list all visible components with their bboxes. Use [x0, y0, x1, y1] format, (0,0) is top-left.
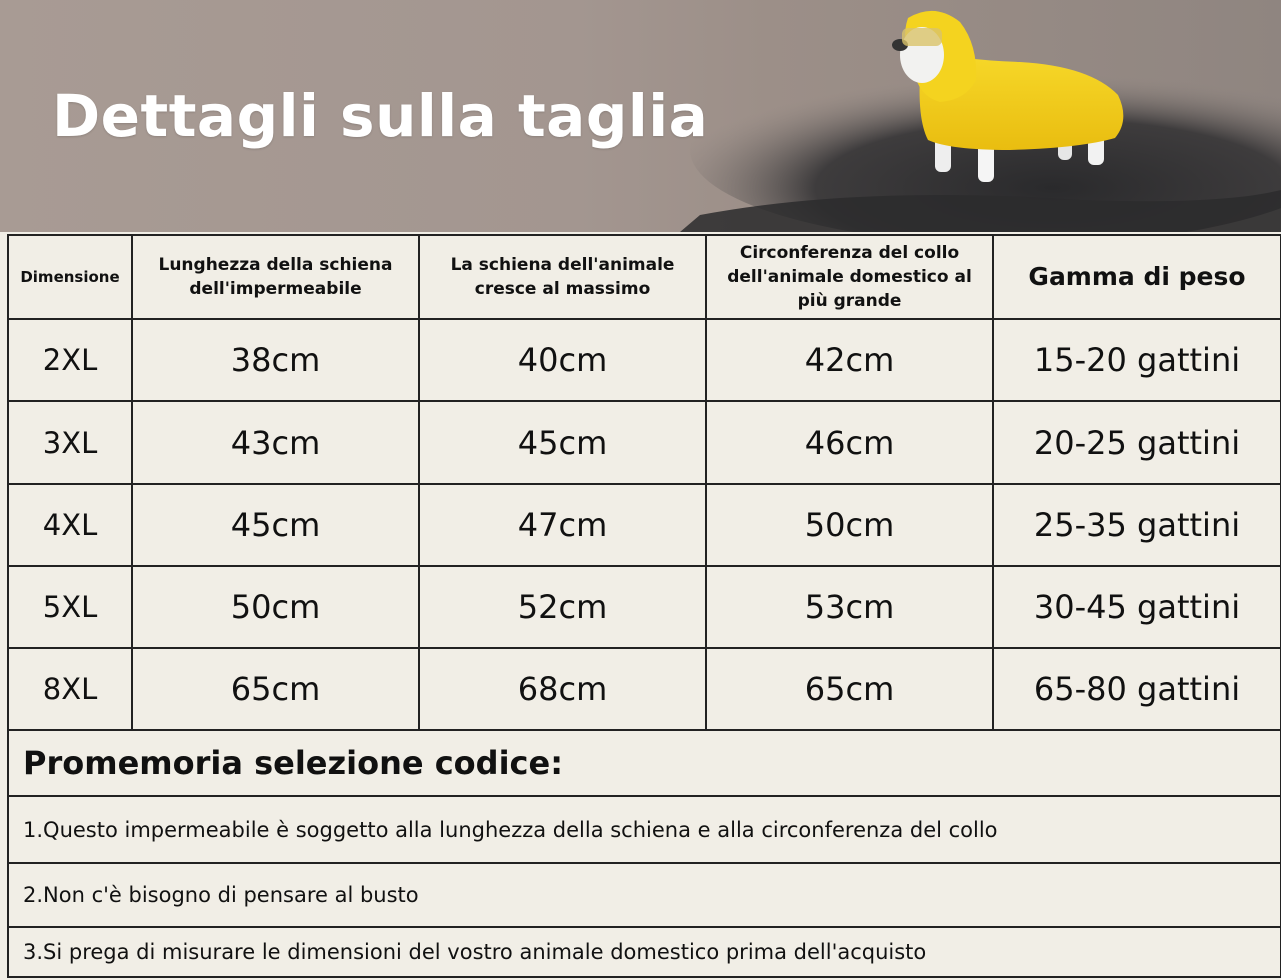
- cell-raincoat-back-length: 43cm: [132, 401, 419, 483]
- dog-raincoat-photo: [660, 0, 1281, 232]
- cell-pet-back-max: 47cm: [419, 484, 706, 566]
- table-row: [8, 484, 1281, 566]
- reminder-note-row: [8, 863, 1281, 927]
- reminder-note: 3.Si prega di misurare le dimensioni del vostro animale domestico prima dell'acquisto: [8, 927, 1281, 977]
- cell-neck-circumference: 46cm: [706, 401, 993, 483]
- cell-weight-range: 30-45 gattini: [993, 566, 1281, 648]
- table-row: [8, 648, 1281, 730]
- reminder-note-row: [8, 796, 1281, 862]
- cell-neck-circumference: 53cm: [706, 566, 993, 648]
- cell-size: 2XL: [8, 319, 132, 401]
- table-row: [8, 566, 1281, 648]
- cell-raincoat-back-length: 45cm: [132, 484, 419, 566]
- header-neck-circumference: Circonferenza del collo dell'animale domestico al più grande: [706, 235, 993, 319]
- table-row: [8, 319, 1281, 401]
- header-size: Dimensione: [8, 235, 132, 319]
- table-row: [8, 401, 1281, 483]
- cell-raincoat-back-length: 38cm: [132, 319, 419, 401]
- header-banner: [0, 0, 1281, 232]
- cell-pet-back-max: 40cm: [419, 319, 706, 401]
- cell-pet-back-max: 45cm: [419, 401, 706, 483]
- header-raincoat-back-length: Lunghezza della schiena dell'impermeabile: [132, 235, 419, 319]
- cell-size: 3XL: [8, 401, 132, 483]
- reminder-title: Promemoria selezione codice:: [8, 730, 1281, 796]
- cell-weight-range: 25-35 gattini: [993, 484, 1281, 566]
- cell-raincoat-back-length: 50cm: [132, 566, 419, 648]
- reminder-note: 1.Questo impermeabile è soggetto alla lunghezza della schiena e alla circonferenza del collo: [8, 796, 1281, 862]
- reminder-note-row: [8, 927, 1281, 977]
- page-title: Dettagli sulla taglia: [52, 82, 709, 150]
- cell-weight-range: 65-80 gattini: [993, 648, 1281, 730]
- cell-weight-range: 20-25 gattini: [993, 401, 1281, 483]
- cell-raincoat-back-length: 65cm: [132, 648, 419, 730]
- cell-pet-back-max: 68cm: [419, 648, 706, 730]
- cell-size: 5XL: [8, 566, 132, 648]
- header-pet-back-max: La schiena dell'animale cresce al massimo: [419, 235, 706, 319]
- size-chart-table: [7, 234, 1281, 978]
- table-header-row: [8, 235, 1281, 319]
- cell-weight-range: 15-20 gattini: [993, 319, 1281, 401]
- cell-size: 8XL: [8, 648, 132, 730]
- cell-pet-back-max: 52cm: [419, 566, 706, 648]
- reminder-title-row: [8, 730, 1281, 796]
- cell-size: 4XL: [8, 484, 132, 566]
- reminder-note: 2.Non c'è bisogno di pensare al busto: [8, 863, 1281, 927]
- cell-neck-circumference: 50cm: [706, 484, 993, 566]
- cell-neck-circumference: 42cm: [706, 319, 993, 401]
- cell-neck-circumference: 65cm: [706, 648, 993, 730]
- header-weight-range: Gamma di peso: [993, 235, 1281, 319]
